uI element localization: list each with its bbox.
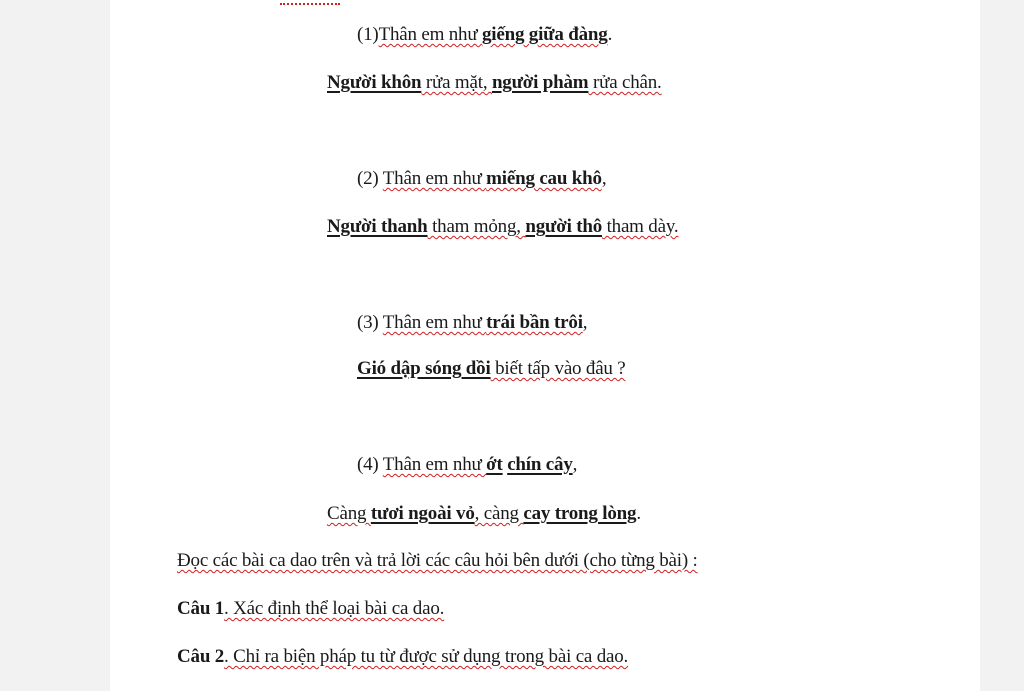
poem-text: tham dày. (602, 216, 679, 237)
poem-keyword: Gió dập sóng dồi (357, 358, 491, 379)
punctuation: , (582, 312, 588, 333)
poem-text: Thân em như (378, 24, 482, 45)
poem-keyword: người thô (525, 216, 603, 237)
poem-keyword: miếng cau khô (486, 168, 602, 189)
poem-number: (2) (357, 168, 383, 189)
question-text: . Xác định thể loại bài ca dao. (224, 598, 445, 619)
poem-text: Thân em như (382, 454, 487, 475)
poem-number: (1) (357, 24, 379, 45)
poem-3-line-2 (357, 358, 626, 380)
question-1 (177, 598, 444, 620)
poem-text: tham mỏng, (427, 216, 526, 237)
punctuation: , (601, 168, 607, 189)
instruction-text: Đọc các bài ca dao trên và trả lời các câu hỏi bên dưới (cho từng bài) : (177, 550, 698, 571)
poem-text: , càng (474, 503, 524, 524)
poem-keyword: Người khôn (327, 72, 422, 93)
poem-text: Càng (327, 503, 371, 524)
question-2 (177, 646, 628, 668)
poem-keyword: người phàm (491, 72, 589, 93)
poem-2-line-2 (327, 216, 678, 238)
question-label: Câu 1 (177, 598, 225, 619)
spellcheck-mark (280, 0, 340, 5)
poem-keyword: tươi ngoài vỏ (370, 503, 475, 524)
poem-4-line-1 (357, 454, 577, 476)
poem-text: Thân em như (382, 312, 487, 333)
poem-1-line-2 (327, 72, 662, 94)
document-page (110, 0, 980, 691)
question-text: . Chỉ ra biện pháp tu từ được sử dụng trong bài ca dao. (224, 646, 629, 667)
poem-text: rửa mặt, (421, 72, 492, 93)
poem-2-line-1 (357, 168, 606, 190)
punctuation: , (572, 454, 578, 475)
poem-number: (4) (357, 454, 383, 475)
poem-text: biết tấp vào đâu ? (490, 358, 626, 379)
poem-keyword: trái bần trôi (486, 312, 583, 333)
poem-4-line-2 (327, 503, 641, 525)
poem-keyword: ớt (486, 454, 503, 475)
poem-keyword: Người thanh (327, 216, 428, 237)
poem-text: Thân em như (382, 168, 487, 189)
poem-keyword: cay trong lòng (523, 503, 637, 524)
poem-number: (3) (357, 312, 383, 333)
poem-1-line-1 (357, 24, 612, 46)
punctuation: . (607, 24, 613, 45)
poem-3-line-1 (357, 312, 587, 334)
question-label: Câu 2 (177, 646, 225, 667)
poem-keyword: giếng giữa đàng (481, 24, 608, 45)
poem-keyword: chín cây (507, 454, 573, 475)
punctuation: . (636, 503, 641, 524)
poem-text: rửa chân. (588, 72, 662, 93)
